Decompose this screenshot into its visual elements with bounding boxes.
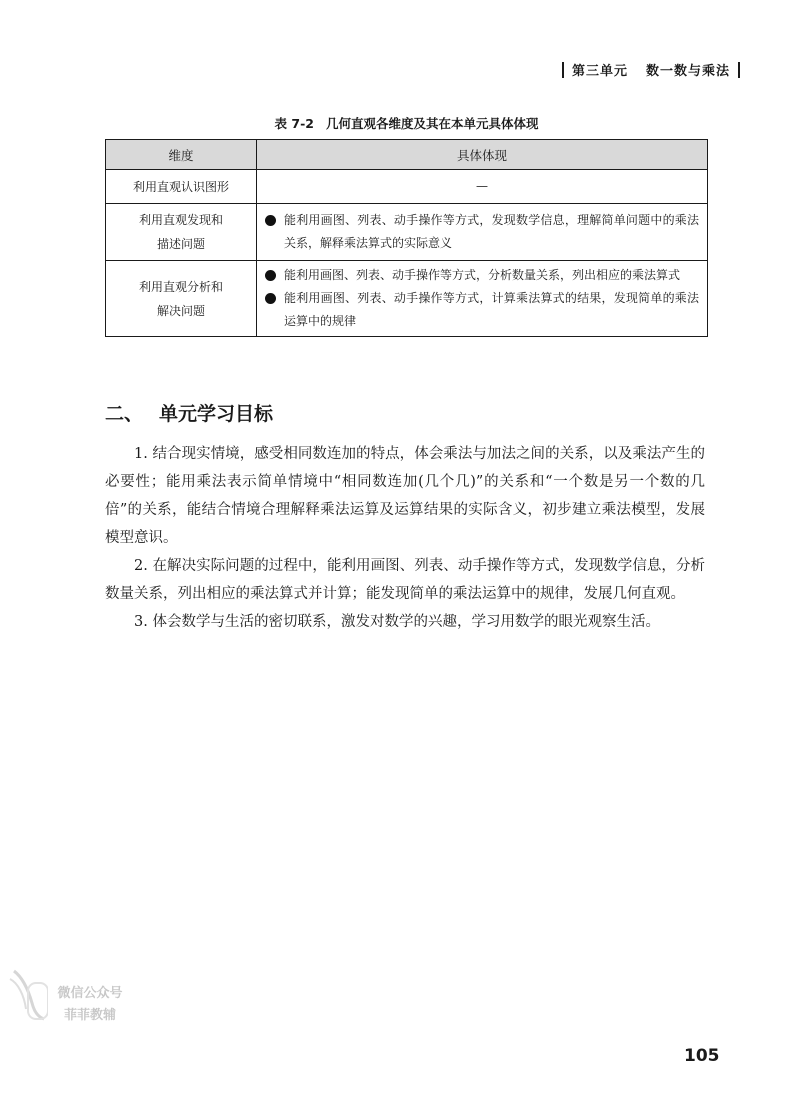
bullet-item	[265, 264, 699, 287]
dimension-line: 利用直观分析和	[138, 279, 223, 294]
bullet-dot-icon	[265, 270, 276, 281]
table-caption-title: 几何直观各维度及其在本单元具体体现	[325, 116, 539, 131]
bullet-dot-icon	[265, 293, 276, 304]
bullet-dot-icon	[265, 215, 276, 226]
header-topic: 数一数与乘法	[645, 64, 730, 79]
bullet-text: 能利用画图、列表、动手操作等方式，分析数量关系，列出相应的乘法算式	[284, 268, 681, 282]
bullet-item	[265, 287, 699, 333]
dimensions-table	[105, 139, 708, 337]
section-title: 单元学习目标	[159, 403, 274, 425]
bullet-item	[265, 209, 699, 255]
detail-cell	[257, 204, 708, 261]
bullet-text: 能利用画图、列表、动手操作等方式，计算乘法算式的结果，发现简单的乘法运算中的规律	[284, 291, 699, 328]
learning-goals	[105, 440, 705, 636]
dimension-cell: 利用直观认识图形	[106, 170, 257, 204]
table-row	[106, 170, 708, 204]
bullet-text: 能利用画图、列表、动手操作等方式，发现数学信息，理解简单问题中的乘法关系，解释乘法算式的实际意义	[284, 213, 699, 250]
goal-paragraph: 3. 体会数学与生活的密切联系，激发对数学的兴趣，学习用数学的眼光观察生活。	[134, 614, 660, 630]
table-caption-number: 表 7-2	[274, 116, 314, 131]
table-caption	[105, 114, 708, 132]
watermark-text	[40, 983, 140, 1027]
header-left-bar	[562, 62, 564, 78]
column-header-dimension: 维度	[106, 140, 257, 170]
header-unit: 第三单元	[571, 64, 628, 79]
detail-cell	[257, 261, 708, 337]
dimension-line: 利用直观发现和	[138, 213, 223, 227]
table-row	[106, 204, 708, 261]
table-header-row	[106, 140, 708, 170]
dimension-line: 解决问题	[156, 303, 205, 318]
section-number: 二、	[105, 403, 144, 425]
watermark	[8, 983, 138, 1043]
watermark-line: 菲菲教辅	[63, 1008, 116, 1023]
watermark-line: 微信公众号	[57, 986, 123, 1001]
dimension-line: 描述问题	[156, 237, 205, 251]
dimension-cell	[106, 261, 257, 337]
dimension-cell	[106, 204, 257, 261]
goal-paragraph: 2. 在解决实际问题的过程中，能利用画图、列表、动手操作等方式，发现数学信息，分析数量关系，列出相应的乘法算式并计算；能发现简单的乘法运算中的规律，发展几何直观。	[105, 558, 705, 602]
column-header-detail: 具体体现	[257, 140, 708, 170]
detail-cell: —	[257, 170, 708, 204]
running-header	[554, 60, 748, 79]
table-row	[106, 261, 708, 337]
goal-paragraph: 1. 结合现实情境，感受相同数连加的特点，体会乘法与加法之间的关系，以及乘法产生的必要性；能用乘法表示简单情境中“相同数连加(几个几)”的关系和“一个数是另一个数的几倍”的关系，能结合情境合理解释乘法运算及运算结果的实际含义，初步建立乘法模型，发展模型意识。	[105, 446, 705, 546]
section-heading	[105, 399, 273, 426]
header-right-bar	[738, 62, 740, 78]
page-number: 105	[684, 1046, 720, 1066]
